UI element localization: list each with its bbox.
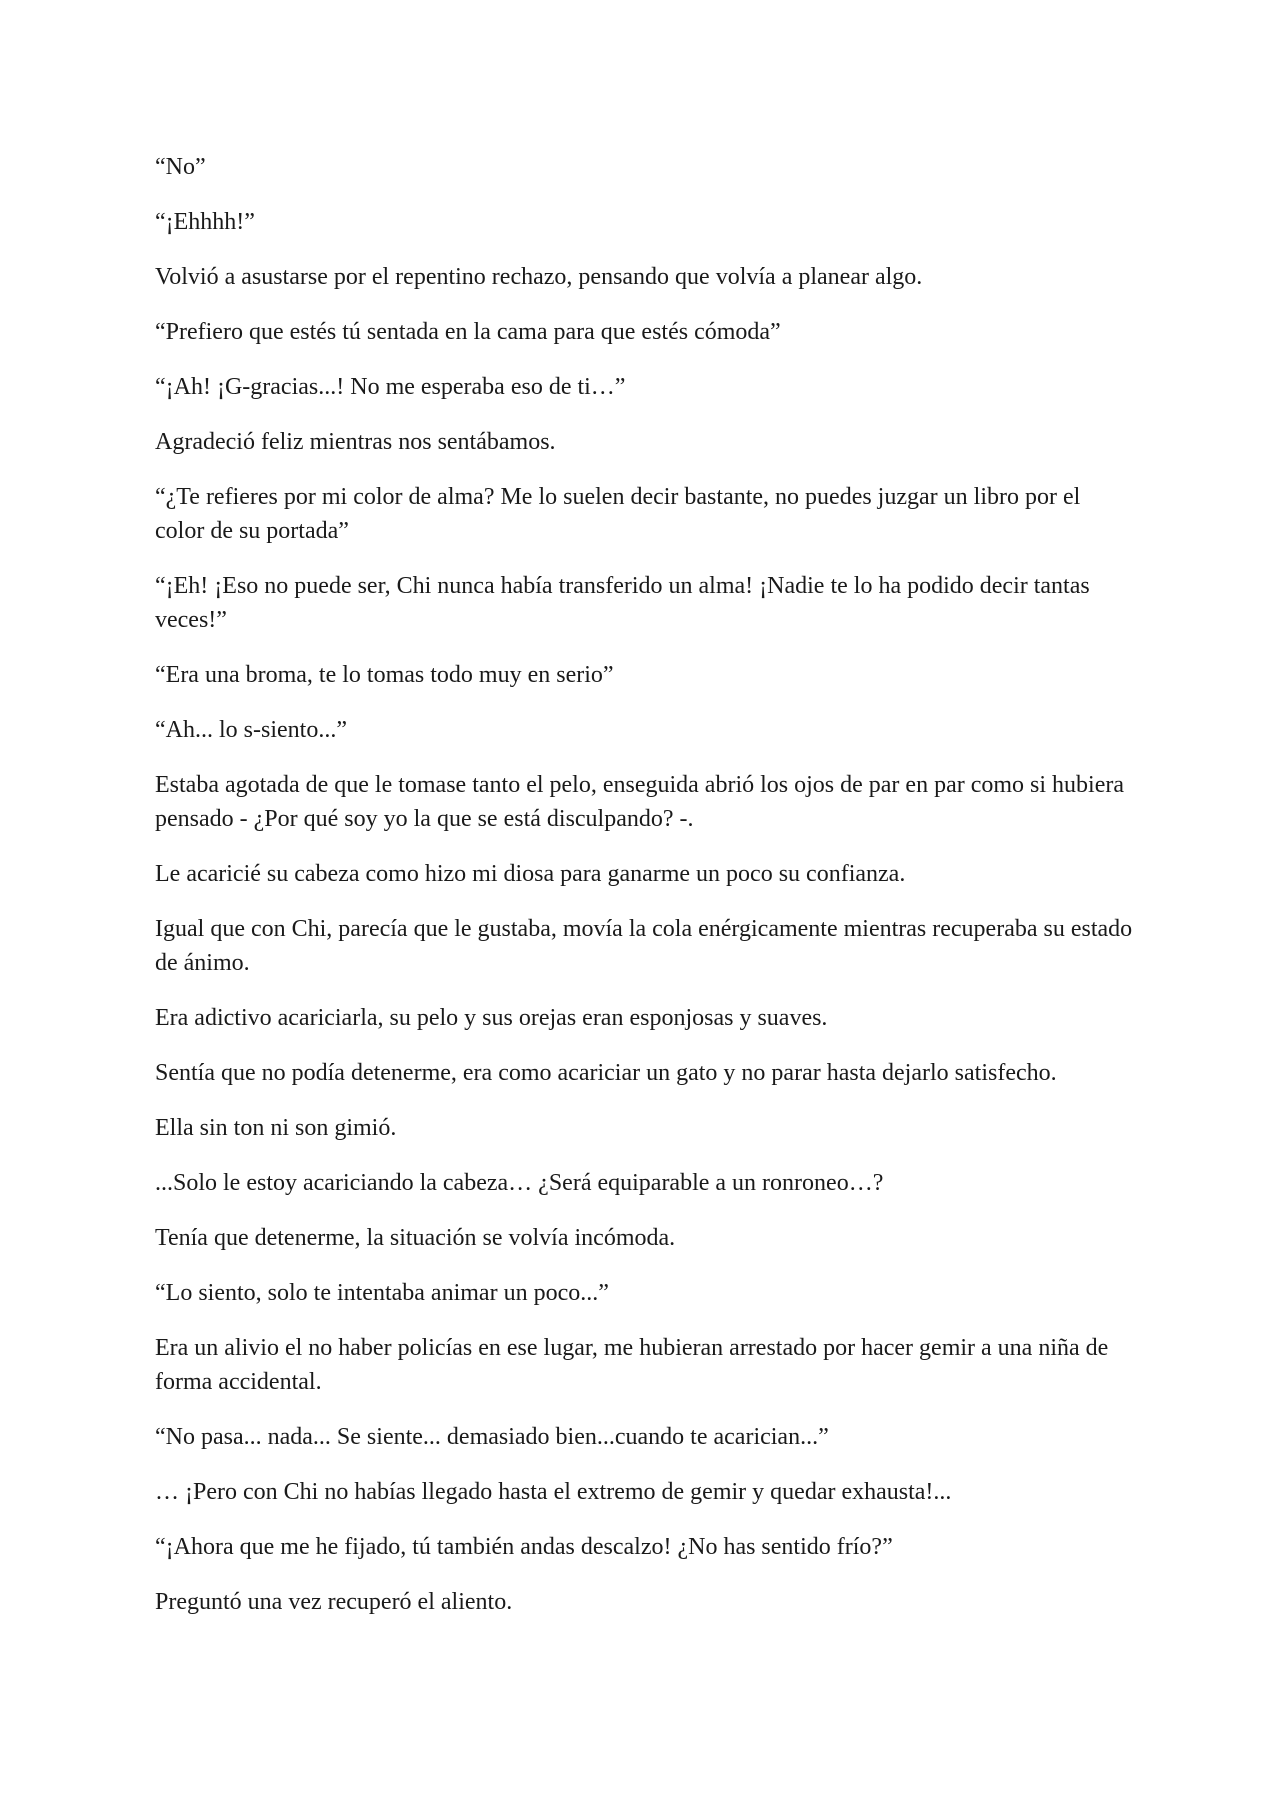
- paragraph: Era adictivo acariciarla, su pelo y sus orejas eran esponjosas y suaves.: [155, 1005, 828, 1031]
- paragraph: “¡Eh! ¡Eso no puede ser, Chi nunca había transferido un alma! ¡Nadie te lo ha podido decir tantas veces!”: [155, 573, 1090, 633]
- document-page: [155, 150, 1135, 1640]
- paragraph: “¡Ahora que me he fijado, tú también andas descalzo! ¿No has sentido frío?”: [155, 1534, 893, 1560]
- paragraph: Estaba agotada de que le tomase tanto el pelo, enseguida abrió los ojos de par en par como si hubiera pensado - ¿Por qué soy yo la que se está disculpando? -.: [155, 772, 1125, 832]
- paragraph: Ella sin ton ni son gimió.: [155, 1115, 397, 1141]
- paragraph: “¡Ah! ¡G-gracias...! No me esperaba eso de ti…”: [155, 374, 626, 400]
- paragraph: “Ah... lo s-siento...”: [155, 717, 347, 743]
- paragraph: Era un alivio el no haber policías en ese lugar, me hubieran arrestado por hacer gemir a una niña de forma accidental.: [155, 1335, 1109, 1395]
- paragraph: “Era una broma, te lo tomas todo muy en serio”: [155, 662, 614, 688]
- paragraph: Preguntó una vez recuperó el aliento.: [155, 1589, 513, 1615]
- paragraph: “Prefiero que estés tú sentada en la cama para que estés cómoda”: [155, 319, 781, 345]
- paragraph: Sentía que no podía detenerme, era como acariciar un gato y no parar hasta dejarlo satisfecho.: [155, 1060, 1057, 1086]
- paragraph: Tenía que detenerme, la situación se volvía incómoda.: [155, 1225, 676, 1251]
- paragraph: “No pasa... nada... Se siente... demasiado bien...cuando te acarician...”: [155, 1424, 829, 1450]
- paragraph: “¡Ehhhh!”: [155, 209, 255, 235]
- paragraph: … ¡Pero con Chi no habías llegado hasta el extremo de gemir y quedar exhausta!...: [155, 1479, 952, 1505]
- paragraph: Agradeció feliz mientras nos sentábamos.: [155, 429, 556, 455]
- paragraph: Le acaricié su cabeza como hizo mi diosa para ganarme un poco su confianza.: [155, 861, 906, 887]
- paragraph: Volvió a asustarse por el repentino rechazo, pensando que volvía a planear algo.: [155, 264, 923, 290]
- paragraph: “Lo siento, solo te intentaba animar un poco...”: [155, 1280, 609, 1306]
- paragraph: “No”: [155, 154, 206, 180]
- paragraph: “¿Te refieres por mi color de alma? Me lo suelen decir bastante, no puedes juzgar un libro por el color de su portada”: [155, 484, 1081, 544]
- paragraph: ...Solo le estoy acariciando la cabeza… ¿Será equiparable a un ronroneo…?: [155, 1170, 884, 1196]
- paragraph: Igual que con Chi, parecía que le gustaba, movía la cola enérgicamente mientras recuperaba su estado de ánimo.: [155, 916, 1133, 976]
